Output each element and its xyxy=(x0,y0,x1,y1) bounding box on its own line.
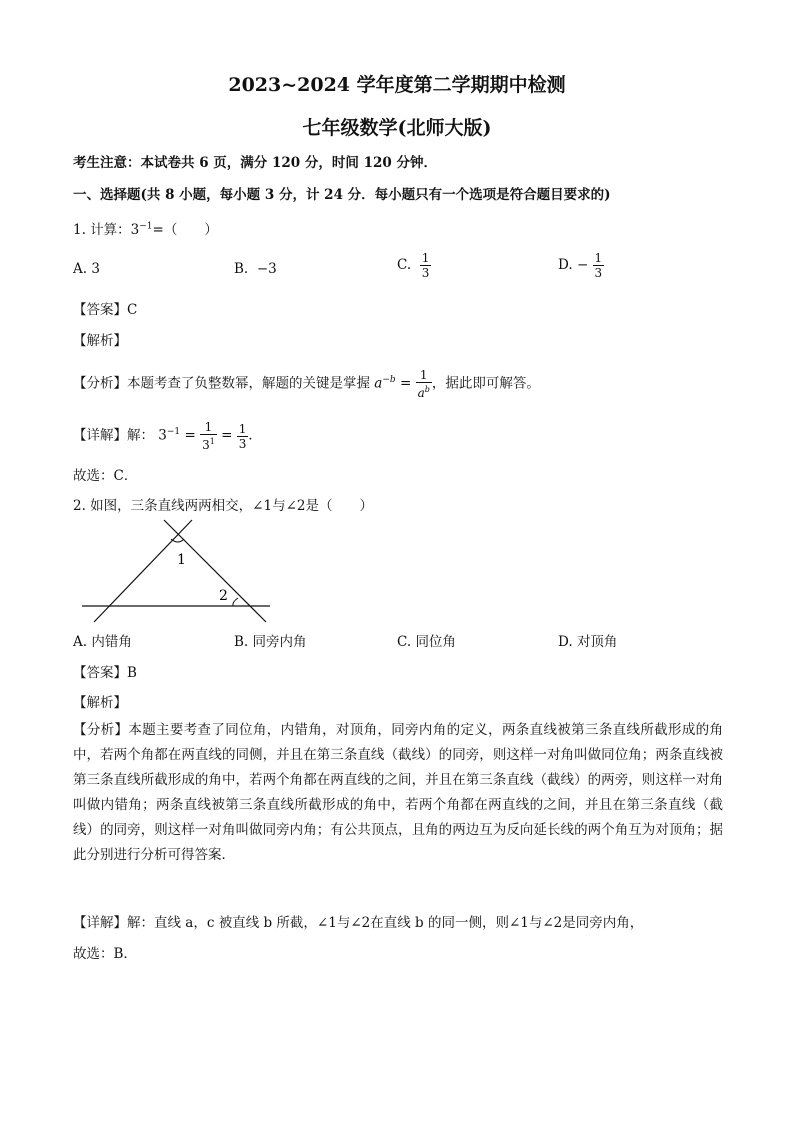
q2-option-b xyxy=(234,630,307,650)
question-1-exp: −1 xyxy=(139,221,153,232)
option-letter: B. xyxy=(234,634,249,650)
choose-label: 故选： xyxy=(73,468,114,484)
q2-detail-line xyxy=(73,911,643,931)
fenxi-label: 【分析】 xyxy=(73,375,127,392)
option-letter: B. xyxy=(234,261,249,277)
detail-prefix: 解： xyxy=(127,427,154,444)
q1-choose-line xyxy=(73,464,137,484)
angle-2-label: 2 xyxy=(219,588,228,604)
choose-value: C． xyxy=(113,468,138,484)
option-text: 对顶角 xyxy=(576,634,618,650)
fraction-numerator: 1 xyxy=(416,368,432,383)
choose-label: 故选： xyxy=(73,946,114,962)
den-exp: 1 xyxy=(209,437,215,446)
fraction xyxy=(593,251,605,280)
option-letter: C. xyxy=(397,257,412,273)
choose-value: B． xyxy=(113,946,137,962)
q2-choose-line xyxy=(73,942,137,962)
answer-label: 【答案】 xyxy=(73,665,127,681)
q2-option-a xyxy=(73,630,132,650)
option-letter: C. xyxy=(397,634,412,650)
question-1-prefix: 1. 计算： xyxy=(73,222,131,238)
formula-exp: −b xyxy=(382,375,396,385)
q2-option-c xyxy=(397,630,456,650)
detail-exp: −1 xyxy=(166,427,181,437)
detail-base: 3 xyxy=(158,427,167,444)
question-1-suffix: =（ ） xyxy=(152,222,218,238)
fenxi-label: 【分析】 xyxy=(73,722,129,738)
q1-fenxi-line: 【分析】本题考查了负整数幂，解题的关键是掌握 $a^{-b}$ = $\frac{1}{a^b}$ ，据此即可解答。 xyxy=(73,368,540,400)
angle-1-label: 1 xyxy=(177,552,186,568)
line-left xyxy=(94,520,192,622)
fenxi-tail: ，据此即可解答。 xyxy=(431,375,540,392)
fraction-denominator xyxy=(200,435,217,452)
option-text: 同旁内角 xyxy=(252,634,307,650)
q1-answer-value: C xyxy=(127,302,138,318)
option-text: 内错角 xyxy=(91,634,132,650)
page-subtitle: 七年级数学(北师大版) xyxy=(302,117,492,139)
option-letter: D. xyxy=(558,634,573,650)
option-letter: A. xyxy=(73,261,88,277)
option-text: 3 xyxy=(91,261,100,277)
q2-analysis-label: 【解析】 xyxy=(73,695,127,711)
den-base: 3 xyxy=(202,438,210,452)
fraction-numerator: 1 xyxy=(238,421,247,436)
fraction-denominator xyxy=(416,383,432,400)
option-d xyxy=(558,251,604,280)
fraction-denominator: 3 xyxy=(238,436,247,451)
question-1-base: 3 xyxy=(130,222,140,238)
option-text: 同位角 xyxy=(415,634,456,650)
formula-base: a xyxy=(374,375,383,392)
exam-notice: 考生注意：本试卷共 6 页，满分 120 分，时间 120 分钟． xyxy=(73,155,437,171)
detail-fraction-2 xyxy=(237,422,249,451)
option-c xyxy=(397,251,431,280)
den-exp: b xyxy=(424,385,430,394)
option-text: −3 xyxy=(256,261,277,277)
option-b xyxy=(234,261,277,277)
option-letter: D. xyxy=(558,257,573,273)
question-1-stem xyxy=(73,218,218,238)
q2-answer-value: B xyxy=(127,665,137,681)
fraction-numerator: 1 xyxy=(200,420,217,435)
den-base: a xyxy=(417,386,425,400)
detail-text: 解：直线 a，c 被直线 b 所截，∠1与∠2在直线 b 的同一侧，则∠1与∠2是同旁内角， xyxy=(127,915,644,931)
q1-answer-line xyxy=(73,298,137,318)
answer-label: 【答案】 xyxy=(73,302,127,318)
page-title: 2023~2024 学年度第二学期期中检测 xyxy=(228,74,566,96)
q2-fenxi-paragraph xyxy=(73,718,723,868)
q2-option-d xyxy=(558,630,617,650)
detail-label: 【详解】 xyxy=(73,915,127,931)
q1-detail-line: 【详解】解： $3^{-1}$ = $\frac{1}{3^1}$ = $\frac{1}{3}$ ． xyxy=(73,420,262,452)
angle-2-arc xyxy=(233,598,238,606)
three-lines-figure xyxy=(80,518,280,623)
fraction-numerator: 1 xyxy=(421,251,430,265)
option-a xyxy=(73,261,100,277)
q1-analysis-label: 【解析】 xyxy=(73,333,127,349)
fraction-numerator: 1 xyxy=(594,251,603,265)
option-letter: A. xyxy=(73,634,88,650)
option-sign: − xyxy=(576,257,589,273)
q2-answer-line xyxy=(73,661,137,681)
fenxi-text: 本题考查了负整数幂，解题的关键是掌握 xyxy=(127,375,370,392)
detail-label: 【详解】 xyxy=(73,427,127,444)
fenxi-text: 本题主要考查了同位角，内错角，对顶角，同旁内角的定义，两条直线被第三条直线所截形成的角中，若两个角都在两直线的同侧，并且在第三条直线（截线）的同旁，则这样一对角叫做同位角；两条直线被第三条直线所截形成的角中，若两个角都在两直线的之间，并且在第三条直线（截线）的两旁，则这样一对角叫做内错角；两条直线被第三条直线所截形成的角中，若两个角都在两直线的之间，并且在第三条直线（截线）的同旁，则这样一对角叫做同旁内角；有公共顶点，且角的两边互为反向延长线的两个角互为对顶角；据此分别进行分析可得答案． xyxy=(73,722,724,863)
question-2-stem: 2. 如图，三条直线两两相交，∠1与∠2是（ ） xyxy=(73,498,373,514)
fraction xyxy=(420,251,432,280)
section-heading: 一、选择题(共 8 小题，每小题 3 分，计 24 分．每小题只有一个选项是符合题目要求的) xyxy=(73,187,611,203)
fraction-denominator: 3 xyxy=(594,266,603,280)
fraction-denominator: 3 xyxy=(421,266,430,280)
line-right xyxy=(164,520,266,622)
formula-fraction xyxy=(416,368,432,400)
detail-fraction-1 xyxy=(200,420,217,452)
